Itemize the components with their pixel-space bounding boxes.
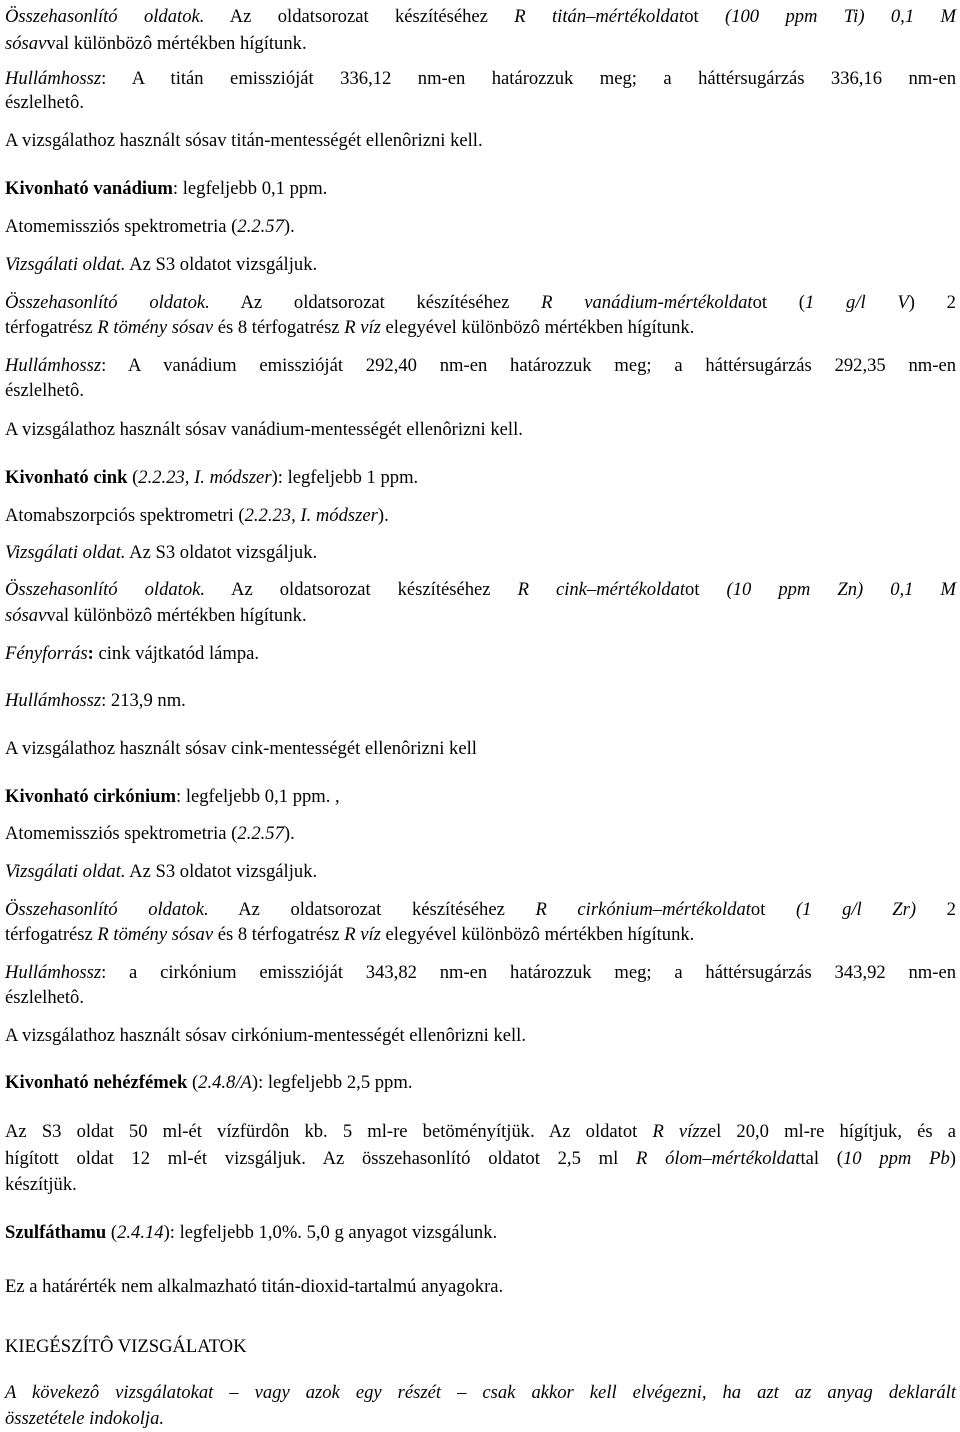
- line-content: [5, 465, 418, 491]
- text-segment: és 8 térfogatrész: [213, 924, 345, 945]
- text-line: [5, 603, 307, 629]
- text-segment: R tömény sósav: [97, 924, 214, 945]
- line-content: [5, 821, 295, 847]
- text-line: [5, 641, 259, 667]
- line-content: [5, 4, 956, 30]
- text-line: [5, 1172, 77, 1198]
- text-segment: (: [187, 1072, 199, 1093]
- text-segment: 2.2.57: [237, 216, 284, 237]
- text-segment: térfogatrész: [5, 317, 98, 338]
- text-segment: ) 2: [908, 292, 956, 313]
- line-content: [5, 688, 186, 714]
- text-segment: térfogatrész: [5, 924, 98, 945]
- line-content: [5, 577, 956, 603]
- text-segment: készítjük.: [5, 1174, 77, 1195]
- text-segment: A vizsgálathoz használt sósav cink-mentességét ellenôrizni kell: [5, 738, 477, 759]
- line-content: [5, 315, 694, 341]
- text-line: [5, 417, 523, 443]
- text-segment: : 213,9 nm.: [101, 690, 186, 711]
- text-line: [5, 1023, 526, 1049]
- text-segment: Kivonható vanádium: [5, 178, 173, 199]
- line-content: [5, 353, 956, 379]
- text-segment: : legfeljebb 0,1 ppm. ,: [176, 786, 340, 807]
- text-segment: elegyével különbözô mértékben hígítunk.: [380, 924, 695, 945]
- line-content: [5, 540, 317, 566]
- line-content: [5, 503, 389, 529]
- text-segment: 2.2.23, I. módszer: [138, 467, 272, 488]
- text-segment: ): legfeljebb 1 ppm.: [271, 467, 419, 488]
- text-segment: R víz: [652, 1121, 700, 1142]
- text-line: [5, 577, 956, 603]
- text-line: [5, 922, 694, 948]
- line-content: [5, 214, 295, 240]
- line-content: [5, 1070, 412, 1096]
- text-segment: (10 ppm Zn) 0,1 M: [726, 579, 956, 600]
- text-segment: R víz: [344, 317, 381, 338]
- text-line: [5, 821, 295, 847]
- text-segment: Hullámhossz: [5, 962, 102, 983]
- text-segment: R tömény sósav: [97, 317, 214, 338]
- text-segment: R ólom–mértékoldat: [636, 1148, 801, 1169]
- text-segment: ot: [684, 6, 726, 27]
- text-segment: :: [87, 643, 94, 664]
- text-segment: Atomabszorpciós spektrometri (: [5, 505, 245, 526]
- text-segment: zel 20,0 ml-re hígítjuk, és a: [699, 1121, 956, 1142]
- text-segment: tal (: [800, 1148, 843, 1169]
- line-content: [5, 985, 84, 1011]
- line-content: [5, 1023, 526, 1049]
- text-line: [5, 315, 694, 341]
- text-line: [5, 1274, 503, 1300]
- line-content: [5, 417, 523, 443]
- line-content: [5, 1380, 956, 1406]
- line-content: [5, 90, 84, 116]
- text-segment: : legfeljebb 0,1 ppm.: [172, 178, 328, 199]
- text-segment: Összehasonlító oldatok.: [5, 899, 209, 920]
- text-segment: 10 ppm Pb: [842, 1148, 950, 1169]
- text-segment: Az S3 oldat 50 ml-ét vízfürdôn kb. 5 ml-re betöményítjük. Az oldatot: [5, 1121, 653, 1142]
- text-segment: Összehasonlító oldatok.: [5, 579, 206, 600]
- text-line: [5, 1380, 956, 1406]
- section-title: [5, 1334, 247, 1360]
- section-heading-line: [5, 1220, 497, 1246]
- text-segment: ot: [685, 579, 727, 600]
- text-segment: (100 ppm Ti) 0,1 M: [725, 6, 956, 27]
- line-content: [5, 603, 307, 629]
- text-segment: 1 g/l V: [804, 292, 909, 313]
- line-content: [5, 859, 317, 885]
- text-segment: Az S3 oldatot vizsgáljuk.: [125, 861, 318, 882]
- line-content: [5, 66, 956, 92]
- line-content: [5, 1172, 77, 1198]
- text-line: [5, 66, 956, 92]
- text-segment: R cink–mértékoldat: [517, 579, 686, 600]
- text-segment: Ez a határérték nem alkalmazható titán-dioxid-tartalmú anyagokra.: [5, 1276, 504, 1297]
- text-segment: (1 g/l Zr): [795, 899, 917, 920]
- text-line: [5, 1406, 164, 1432]
- line-content: [5, 290, 956, 316]
- text-segment: (: [127, 467, 139, 488]
- text-segment: Összehasonlító oldatok.: [5, 6, 205, 27]
- line-content: [5, 1146, 956, 1172]
- text-segment: : A vanádium emisszióját 292,40 nm-en határozzuk meg; a háttérsugárzás 292,35 nm-en: [101, 355, 956, 376]
- text-segment: R cirkónium–mértékoldat: [535, 899, 751, 920]
- text-segment: Atomemissziós spektrometria (: [5, 823, 238, 844]
- line-content: [5, 641, 259, 667]
- line-content: [5, 31, 307, 57]
- text-segment: ).: [377, 505, 389, 526]
- text-segment: Kivonható cirkónium: [5, 786, 176, 807]
- text-line: [5, 897, 956, 923]
- line-content: [5, 128, 483, 154]
- line-content: [5, 176, 327, 202]
- text-line: [5, 378, 84, 404]
- text-segment: : a cirkónium emisszióját 343,82 nm-en határozzuk meg; a háttérsugárzás 343,92 nm-en: [101, 962, 956, 983]
- text-segment: 2.2.23, I. módszer: [244, 505, 378, 526]
- text-segment: Összehasonlító oldatok.: [5, 292, 210, 313]
- text-segment: észlelhetô.: [5, 92, 84, 113]
- text-segment: 2.4.14: [117, 1222, 164, 1243]
- text-line: [5, 290, 956, 316]
- text-segment: Kivonható cink: [5, 467, 128, 488]
- text-segment: Hullámhossz: [5, 68, 102, 89]
- text-line: [5, 252, 317, 278]
- line-content: [5, 922, 694, 948]
- text-line: [5, 31, 307, 57]
- text-line: [5, 985, 84, 1011]
- text-line: [5, 736, 477, 762]
- line-content: [5, 897, 956, 923]
- text-segment: val különbözô mértékben hígítunk.: [46, 33, 307, 54]
- text-segment: R titán–mértékoldat: [514, 6, 685, 27]
- text-segment: A vizsgálathoz használt sósav cirkónium-mentességét ellenôrizni kell.: [5, 1025, 526, 1046]
- line-content: [5, 1220, 497, 1246]
- text-line: [5, 90, 84, 116]
- text-segment: Az oldatsorozat készítéséhez: [209, 292, 542, 313]
- section-heading-line: [5, 465, 418, 491]
- text-line: [5, 1119, 956, 1145]
- text-line: [5, 214, 295, 240]
- text-segment: sósav: [5, 33, 47, 54]
- section-heading-line: [5, 784, 340, 810]
- text-segment: ).: [283, 823, 295, 844]
- text-segment: R vanádium-mértékoldat: [541, 292, 753, 313]
- text-line: [5, 4, 956, 30]
- line-content: [5, 960, 956, 986]
- line-content: [5, 784, 340, 810]
- text-segment: Az oldatsorozat készítéséhez: [204, 6, 515, 27]
- line-content: [5, 378, 84, 404]
- text-line: [5, 1146, 956, 1172]
- text-segment: Szulfáthamu: [5, 1222, 107, 1243]
- text-line: [5, 859, 317, 885]
- text-segment: ot (: [752, 292, 805, 313]
- text-segment: ): [949, 1148, 956, 1169]
- text-segment: val különbözô mértékben hígítunk.: [46, 605, 307, 626]
- text-segment: elegyével különbözô mértékben hígítunk.: [380, 317, 695, 338]
- text-segment: ot: [750, 899, 796, 920]
- text-segment: ): legfeljebb 1,0%. 5,0 g anyagot vizsgálunk.: [163, 1222, 498, 1243]
- text-segment: sósav: [5, 605, 47, 626]
- text-segment: ): legfeljebb 2,5 ppm.: [251, 1072, 413, 1093]
- line-content: [5, 1274, 503, 1300]
- text-segment: A vizsgálathoz használt sósav titán-mentességét ellenôrizni kell.: [5, 130, 483, 151]
- text-segment: ).: [283, 216, 295, 237]
- text-line: [5, 353, 956, 379]
- text-segment: összetétele indokolja.: [5, 1408, 165, 1429]
- text-segment: Vizsgálati oldat.: [5, 861, 126, 882]
- line-content: [5, 1119, 956, 1145]
- text-segment: Vizsgálati oldat.: [5, 254, 126, 275]
- text-segment: és 8 térfogatrész: [213, 317, 345, 338]
- text-segment: Hullámhossz: [5, 690, 102, 711]
- text-segment: KIEGÉSZÍTÔ VIZSGÁLATOK: [5, 1336, 247, 1357]
- text-segment: Vizsgálati oldat.: [5, 542, 126, 563]
- text-segment: : A titán emisszióját 336,12 nm-en határozzuk meg; a háttérsugárzás 336,16 nm-en: [101, 68, 956, 89]
- text-segment: Az oldatsorozat készítéséhez: [205, 579, 518, 600]
- text-line: [5, 688, 186, 714]
- section-heading-line: [5, 176, 327, 202]
- text-segment: 2: [916, 899, 956, 920]
- text-segment: észlelhetô.: [5, 987, 84, 1008]
- text-segment: Az oldatsorozat készítéséhez: [208, 899, 536, 920]
- text-segment: Hullámhossz: [5, 355, 102, 376]
- text-line: [5, 128, 483, 154]
- text-segment: Fényforrás: [5, 643, 88, 664]
- text-segment: Atomemissziós spektrometria (: [5, 216, 238, 237]
- text-segment: A vizsgálathoz használt sósav vanádium-mentességét ellenôrizni kell.: [5, 419, 523, 440]
- text-segment: hígított oldat 12 ml-ét vizsgáljuk. Az összehasonlító oldatot 2,5 ml: [5, 1148, 637, 1169]
- text-segment: A kövekezô vizsgálatokat – vagy azok egy részét – csak akkor kell elvégezni, ha azt az anyag deklarált: [5, 1382, 956, 1403]
- line-content: [5, 1334, 247, 1360]
- text-segment: cink vájtkatód lámpa.: [93, 643, 260, 664]
- text-line: [5, 503, 389, 529]
- text-segment: 2.2.57: [237, 823, 284, 844]
- text-line: [5, 960, 956, 986]
- line-content: [5, 252, 317, 278]
- text-line: [5, 540, 317, 566]
- text-segment: (: [106, 1222, 118, 1243]
- section-heading-line: [5, 1070, 412, 1096]
- text-segment: Kivonható nehézfémek: [5, 1072, 188, 1093]
- text-segment: 2.4.8/A: [198, 1072, 252, 1093]
- text-segment: Az S3 oldatot vizsgáljuk.: [125, 254, 318, 275]
- text-segment: észlelhetô.: [5, 380, 84, 401]
- line-content: [5, 1406, 164, 1432]
- line-content: [5, 736, 477, 762]
- text-segment: R víz: [344, 924, 381, 945]
- text-segment: Az S3 oldatot vizsgáljuk.: [125, 542, 318, 563]
